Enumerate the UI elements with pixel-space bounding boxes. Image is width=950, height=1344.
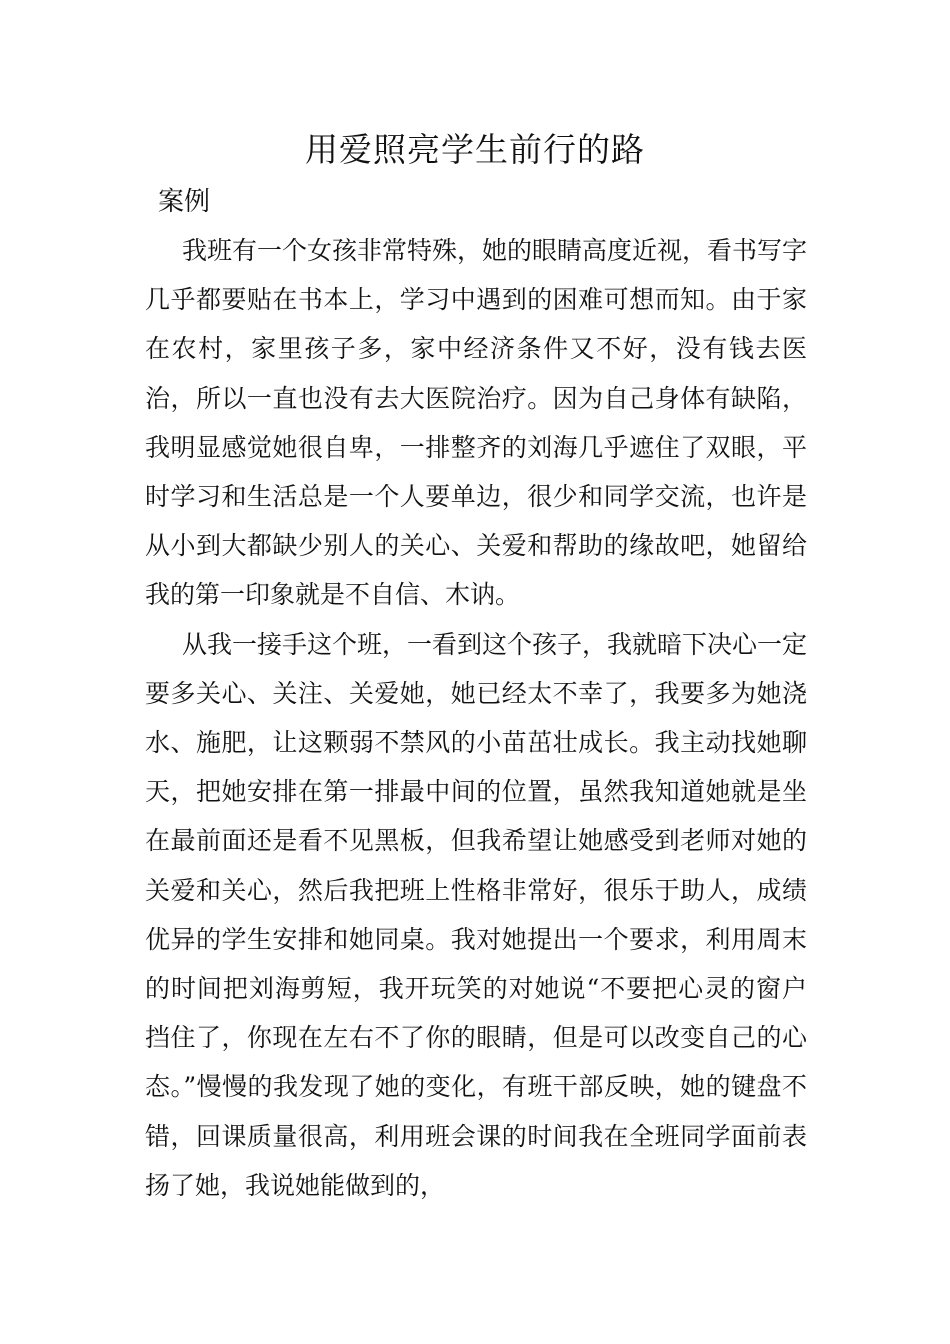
- section-label: 案例: [158, 187, 211, 217]
- document-title: 用爱照亮学生前行的路: [305, 130, 645, 169]
- paragraph-1: 我班有一个女孩非常特殊，她的眼睛高度近视，看书写字几乎都要贴在书本上，学习中遇到的困难可想而知。由于家在农村，家里孩子多，家中经济条件又不好，没有钱去医治，所以一直也没有去大医院治疗。因为自己身体有缺陷，我明显感觉她很自卑，一排整齐的刘海几乎遮住了双眼，平时学习和生活总是一个人要单边，很少和同学交流，也许是从小到大都缺少别人的关心、关爱和帮助的缘故吧，她留给我的第一印象就是不自信、木讷。: [145, 236, 808, 610]
- paragraph-2: 从我一接手这个班，一看到这个孩子，我就暗下决心一定要多关心、关注、关爱她，她已经太不幸了，我要多为她浇水、施肥，让这颗弱不禁风的小苗茁壮成长。我主动找她聊天，把她安排在第一排最中间的位置，虽然我知道她就是坐在最前面还是看不见黑板，但我希望让她感受到老师对她的关爱和关心，然后我把班上性格非常好，很乐于助人，成绩优异的学生安排和她同桌。我对她提出一个要求，利用周末的时间把刘海剪短，我开玩笑的对她说“不要把心灵的窗户挡住了，你现在左右不了你的眼睛，但是可以改变自己的心态。”慢慢的我发现了她的变化，有班干部反映，她的键盘不错，回课质量很高，利用班会课的时间我在全班同学面前表扬了她，我说她能做到的，: [145, 629, 808, 1200]
- document-body: [145, 226, 807, 1210]
